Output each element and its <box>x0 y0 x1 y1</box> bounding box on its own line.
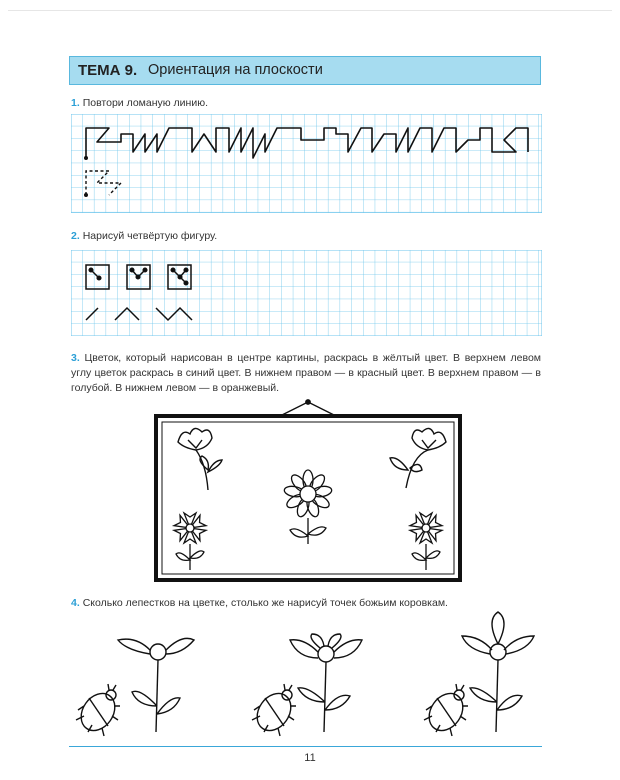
task-2-instruction <box>71 229 217 244</box>
flower-bottom-left <box>174 513 206 570</box>
task-3-instruction <box>71 351 541 396</box>
flower-top-left <box>178 428 222 490</box>
task-3-number: 3. <box>71 352 80 364</box>
task-2-number: 2. <box>71 230 80 242</box>
task-4-number: 4. <box>71 597 80 609</box>
topic-header <box>69 56 541 85</box>
ladybug-flower-scene[interactable] <box>66 610 546 740</box>
task-2-grid[interactable] <box>71 250 542 336</box>
ladybug-1 <box>74 684 122 737</box>
topic-tag: ТЕМА 9. <box>78 62 138 79</box>
flower-center <box>283 470 332 544</box>
task-3-text: Цветок, который нарисован в центре картины, раскрась в жёлтый цвет. В верхнем левом углу цветок раскрась в синий цвет. В нижнем правом — в красный цвет. В верхнем правом — в голубой. В нижнем левом — в оранжевый. <box>71 352 542 394</box>
page-number: 11 <box>304 752 316 764</box>
flower-3-petals <box>462 612 534 732</box>
framed-picture[interactable] <box>150 398 466 586</box>
start-dot <box>84 193 88 197</box>
task-1-grid[interactable] <box>71 114 542 213</box>
task-1-text: Повтори ломаную линию. <box>82 97 209 109</box>
flower-2-petals <box>118 638 194 732</box>
task-1-instruction <box>71 96 208 111</box>
start-dot <box>84 156 88 160</box>
ladybug-2 <box>250 684 298 737</box>
flower-bottom-right <box>410 513 442 570</box>
top-rule <box>8 10 612 11</box>
flower-top-right <box>390 428 446 488</box>
topic-title: Ориентация на плоскости <box>148 62 323 78</box>
task-4-text: Сколько лепестков на цветке, столько же нарисуй точек божьим коровкам. <box>82 597 448 609</box>
task-2-text: Нарисуй четвёртую фигуру. <box>82 230 218 242</box>
ladybug-3 <box>422 684 470 737</box>
task-1-number: 1. <box>71 97 80 109</box>
task-4-instruction <box>71 596 448 611</box>
flower-4-petals <box>290 634 362 732</box>
footer-rule <box>69 746 542 747</box>
